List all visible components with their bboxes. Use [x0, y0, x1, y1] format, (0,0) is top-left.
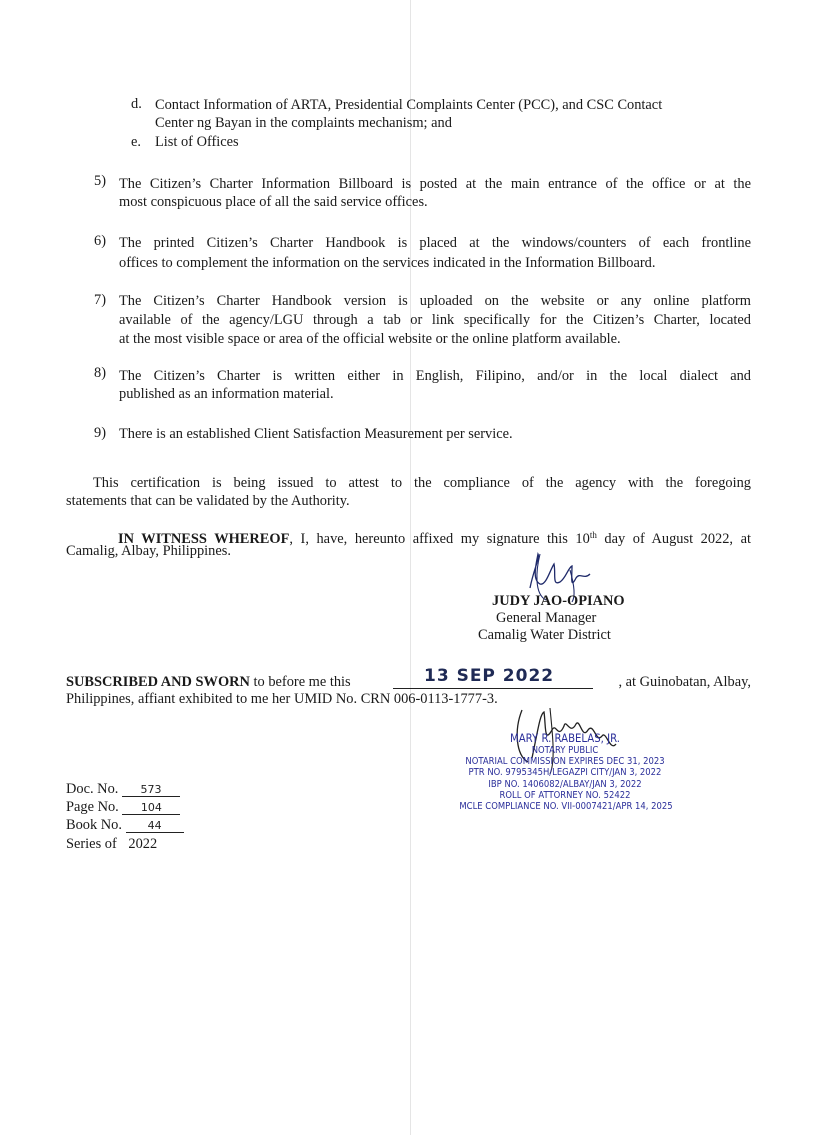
- list-item-line: available of the agency/LGU through a tab or link specifically for the Citizen’s Charter, located: [119, 312, 751, 328]
- ledger-value: 44: [126, 819, 184, 833]
- list-number: 5): [94, 173, 106, 189]
- signatory-office: Camalig Water District: [478, 627, 611, 643]
- list-number: 6): [94, 233, 106, 249]
- ledger-value: 2022: [128, 836, 158, 852]
- ledger-label: Doc. No.: [66, 781, 119, 797]
- notary-stamp-line: IBP NO. 1406082/ALBAY/JAN 3, 2022: [488, 778, 642, 790]
- list-number: 9): [94, 425, 106, 441]
- ledger-page: [66, 798, 180, 816]
- signatory-name: JUDY JAO-OPIANO: [492, 593, 625, 609]
- received-date-stamp: 13 SEP 2022: [424, 666, 555, 686]
- sub-item-line: List of Offices: [155, 134, 239, 150]
- list-item-line: most conspicuous place of all the said service offices.: [119, 194, 428, 210]
- certification-line: This certification is being issued to attest to the compliance of the agency with the foregoing: [93, 475, 751, 491]
- list-number: 7): [94, 292, 106, 308]
- list-item-line: The Citizen’s Charter Handbook version is uploaded on the website or any online platform: [119, 293, 751, 309]
- notary-stamp-line: ROLL OF ATTORNEY NO. 52422: [499, 789, 631, 801]
- witness-sup: th: [589, 530, 597, 540]
- witness-text: , I, have, hereunto affixed my signature this 10: [289, 531, 590, 547]
- sub-item-letter: d.: [131, 96, 142, 112]
- notary-stamp-line: NOTARIAL COMMISSION EXPIRES DEC 31, 2023: [465, 756, 665, 768]
- jurat-line-end: , at Guinobatan, Albay,: [618, 674, 751, 690]
- witness-bold: IN WITNESS WHEREOF: [118, 531, 290, 547]
- ledger-doc: [66, 780, 180, 798]
- ledger-series: [66, 835, 157, 853]
- list-item-line: The printed Citizen’s Charter Handbook is placed at the windows/counters of each frontline: [119, 235, 751, 251]
- ledger-label: Page No.: [66, 799, 119, 815]
- ledger-label: Book No.: [66, 817, 122, 833]
- list-number: 8): [94, 365, 106, 381]
- sub-item-letter: e.: [131, 134, 141, 150]
- list-item-line: The Citizen’s Charter is written either in English, Filipino, and/or in the local dialect and: [119, 368, 751, 384]
- jurat-date-blank: [393, 688, 593, 689]
- notary-name: MARY R. RABELAS, JR.: [510, 731, 620, 745]
- list-item-line: The Citizen’s Charter Information Billboard is posted at the main entrance of the office or at the: [119, 176, 751, 192]
- ledger-label: Series of: [66, 836, 117, 852]
- ledger-book: [66, 816, 184, 834]
- witness-text: day of August 2022, at: [596, 531, 751, 547]
- jurat-bold: SUBSCRIBED AND SWORN: [66, 674, 250, 690]
- witness-line: Camalig, Albay, Philippines.: [66, 543, 231, 559]
- notary-stamp: [459, 731, 673, 813]
- list-item-line: There is an established Client Satisfaction Measurement per service.: [119, 426, 513, 442]
- jurat-line: Philippines, affiant exhibited to me her UMID No. CRN 006-0113-1777-3.: [66, 691, 498, 707]
- list-item-line: offices to complement the information on the services indicated in the Information Billboard.: [119, 255, 656, 271]
- sub-item-line: Contact Information of ARTA, Presidential Complaints Center (PCC), and CSC Contact: [155, 97, 663, 113]
- notary-stamp-line: NOTARY PUBLIC: [531, 745, 599, 756]
- list-item-line: published as an information material.: [119, 386, 334, 402]
- ledger-value: 104: [122, 801, 180, 815]
- certification-line: statements that can be validated by the Authority.: [66, 493, 350, 509]
- notary-stamp-line: MCLE COMPLIANCE NO. VII-0007421/APR 14, 2025: [459, 801, 673, 813]
- sub-item-line: Center ng Bayan in the complaints mechanism; and: [155, 115, 452, 131]
- list-item-line: at the most visible space or area of the official website or the online platform available.: [119, 331, 621, 347]
- jurat-text: to before me this: [249, 674, 351, 690]
- jurat-line-start: [66, 673, 351, 691]
- signatory-position: General Manager: [496, 610, 597, 626]
- notary-stamp-line: PTR NO. 9795345H/LEGAZPI CITY/JAN 3, 2022: [468, 767, 662, 779]
- ledger-value: 573: [122, 783, 180, 797]
- scan-fold-line: [410, 0, 411, 1135]
